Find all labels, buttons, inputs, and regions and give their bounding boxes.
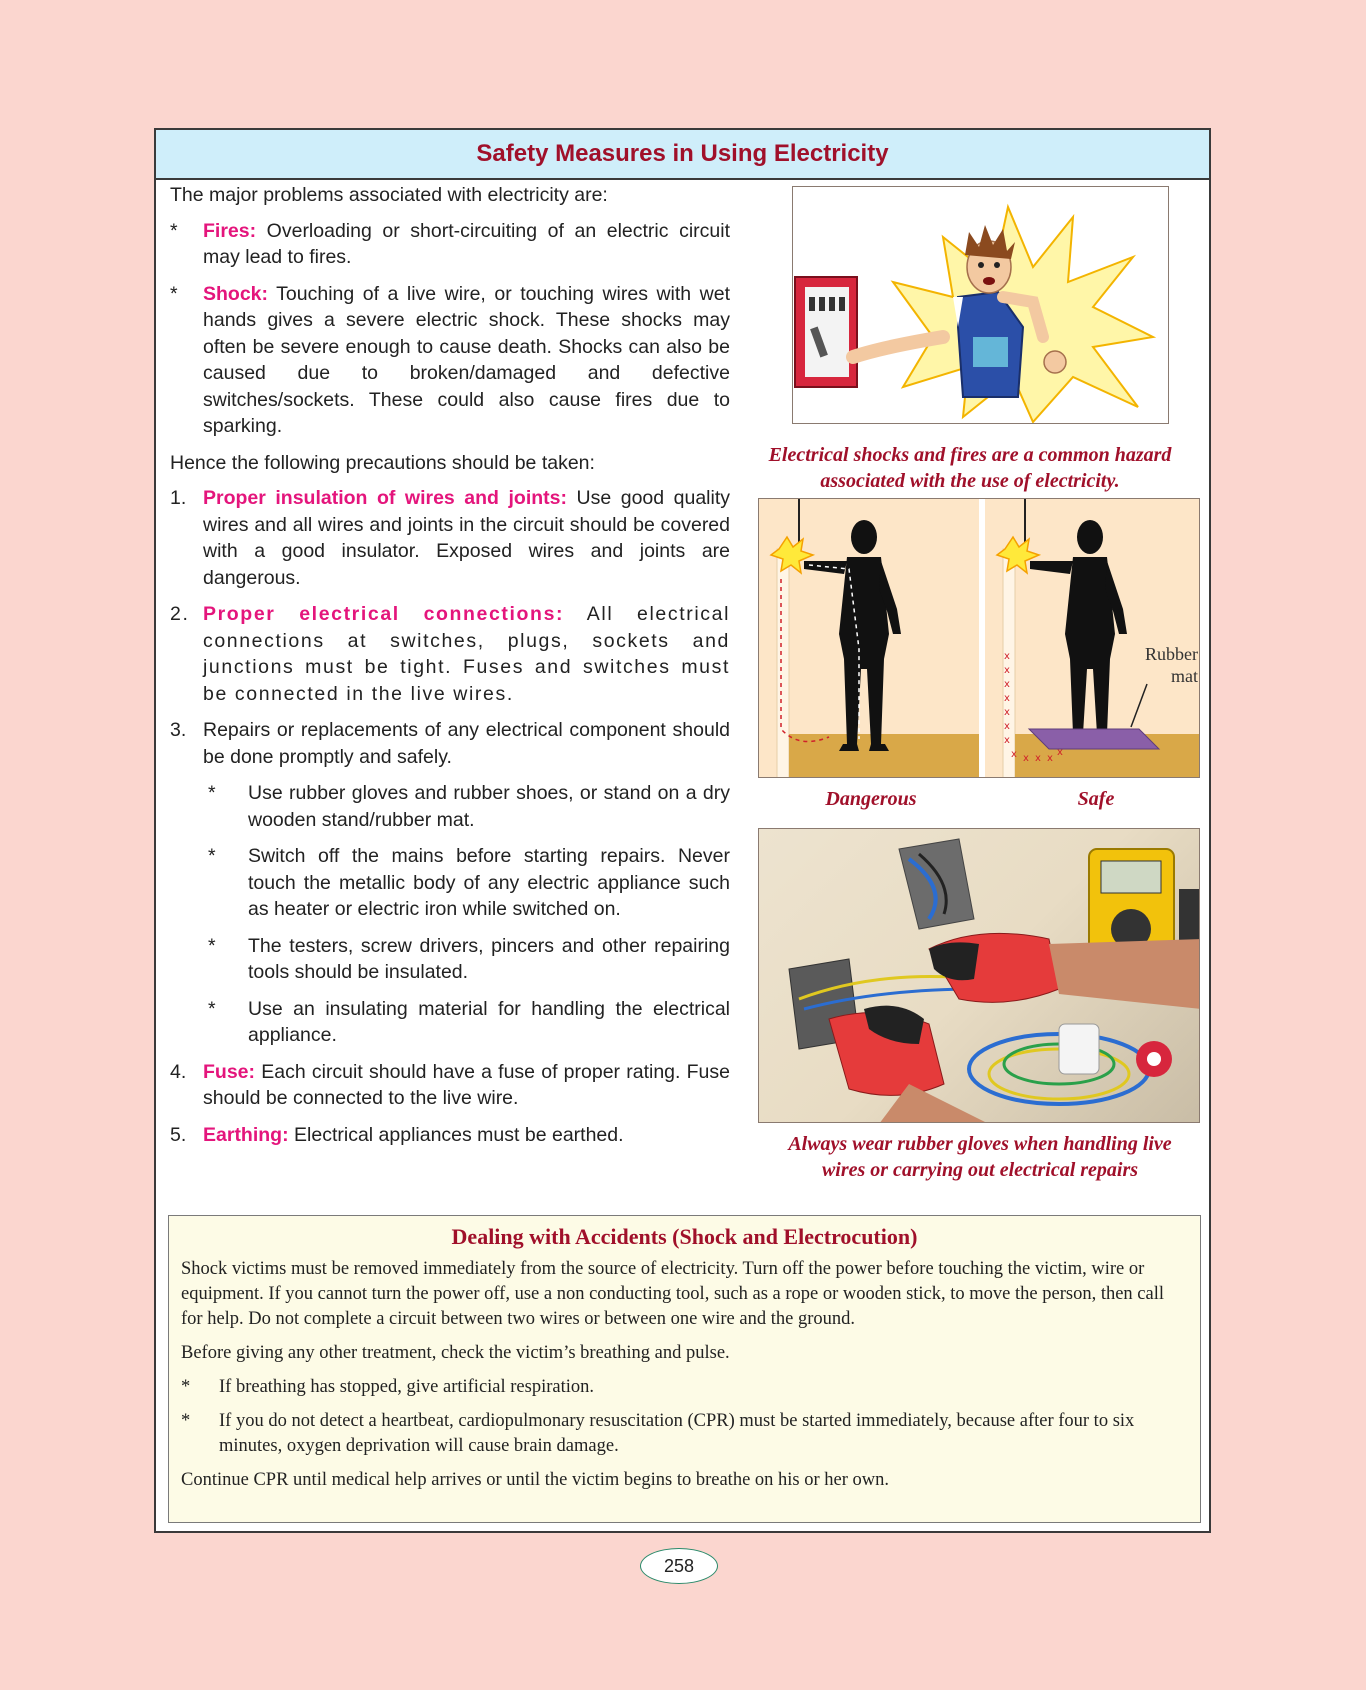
accident-paragraph: Shock victims must be removed immediately from the source of electricity. Turn off the power before touching the victim, wire or equipment. If you cannot turn the power off, use a non conducting tool, such as a rope or wooden stick, to move the person, then call for help. Do not complete a circuit between two wires or between one wire and the ground. [181,1259,1164,1329]
bullet-marker: * [208,782,216,804]
title-bar [156,130,1209,180]
intro-text: The major problems associated with electricity are: [170,184,608,206]
item-text: Repairs or replacements of any electrical component should be done promptly and safely. [203,719,730,768]
svg-text:x: x [1004,735,1010,746]
bullet-marker: * [181,1411,191,1431]
precaution-3 [170,717,730,770]
number-marker: 5. [170,1123,187,1146]
shock-caption [750,442,1190,494]
precaution-4 [170,1059,730,1112]
dangerous-label: Dangerous [825,788,917,810]
label-line: mat [1171,666,1198,686]
safe-label: Safe [1077,788,1115,810]
accident-bullet [181,1375,1188,1400]
caption-line: wires or carrying out electrical repairs [821,1159,1139,1181]
grounding-illustration [758,498,1200,778]
svg-text:x: x [1004,665,1010,676]
bullet-marker: * [208,997,216,1020]
repair-point [170,996,730,1049]
keyword: Fuse: [203,1060,256,1083]
page-title: Safety Measures in Using Electricity [476,140,889,167]
svg-text:x: x [1004,721,1010,732]
caption-line: Always wear rubber gloves when handling live [788,1133,1172,1155]
caption-line: Electrical shocks and fires are a common hazard [768,444,1172,466]
accident-paragraph: Before giving any other treatment, check the victim’s breathing and pulse. [181,1343,730,1363]
repair-point [170,843,730,923]
keyword: Proper insulation of wires and joints: [203,487,567,509]
rubber-mat-label [1118,643,1198,687]
shock-illustration [792,186,1169,424]
keyword: Fires: [203,219,257,242]
problem-fires [170,218,730,271]
item-text: Use an insulating material for handling the electrical appliance. [248,997,730,1046]
precautions-intro: Hence the following precautions should be taken: [170,451,595,474]
keyword: Shock: [203,282,269,305]
item-text: Overloading or short-circuiting of an electric circuit may lead to fires. [203,219,730,268]
precaution-1 [170,485,730,591]
bullet-marker: * [208,934,216,957]
precaution-2 [170,601,730,707]
svg-text:x: x [1035,753,1041,764]
bullet-marker: * [208,845,216,867]
item-text: Switch off the mains before starting repairs. Never touch the metallic body of any electric appliance such as heater or electric iron while switched on. [248,845,730,920]
number-marker: 3. [170,719,187,741]
page-number: 258 [640,1548,718,1584]
svg-text:x: x [1004,651,1010,662]
gloves-photo [758,828,1200,1123]
problem-shock [170,281,730,440]
item-text: Touching of a live wire, or touching wires with wet hands gives a severe electric shock. These shocks may often be severe enough to cause death. Shocks can also be caused due to broken/damaged and defective switches/sockets. These could also cause fires due to sparking. [203,282,730,437]
gloves-caption [750,1131,1210,1183]
accident-title: Dealing with Accidents (Shock and Electrocution) [451,1224,918,1249]
number-marker: 2. [170,603,190,625]
gloves-scene-svg [759,829,1200,1123]
svg-text:x: x [1057,747,1063,758]
repair-point [170,780,730,833]
svg-text:x: x [1004,693,1010,704]
svg-text:x: x [1004,707,1010,718]
accident-paragraph: Continue CPR until medical help arrives or until the victim begins to breathe on his or her own. [181,1470,890,1490]
item-text: The testers, screw drivers, pincers and other repairing tools should be insulated. [248,934,730,983]
keyword: Earthing: [203,1123,289,1146]
shock-scene-svg [793,187,1169,424]
keyword: Proper electrical connections: [203,603,565,625]
item-text: Use good quality wires and all wires and joints in the circuit should be covered with a good insulator. Exposed wires and joints are dangerous. [203,487,730,589]
svg-text:x: x [1004,679,1010,690]
item-text: Electrical appliances must be earthed. [288,1123,624,1146]
item-text: If you do not detect a heartbeat, cardiopulmonary resuscitation (CPR) must be started immediately, because after four to six minutes, oxygen deprivation will cause brain damage. [219,1411,1135,1456]
svg-text:x: x [1023,753,1029,764]
item-text: Use rubber gloves and rubber shoes, or stand on a dry wooden stand/rubber mat. [248,782,730,831]
bullet-marker: * [170,219,178,242]
grounding-scene-svg [759,499,1200,778]
accident-bullet [181,1409,1188,1459]
label-line: Rubber [1145,644,1198,664]
item-text: All electrical connections at switches, plugs, sockets and junctions must be tight. Fuses and switches must be connected in the live wires. [203,603,730,705]
number-marker: 4. [170,1060,187,1083]
bullet-marker: * [181,1377,191,1397]
item-text: Each circuit should have a fuse of proper rating. Fuse should be connected to the live wire. [203,1060,730,1109]
caption-line: associated with the use of electricity. [820,470,1120,492]
number-marker: 1. [170,487,187,509]
accident-info-box [168,1215,1201,1523]
svg-text:x: x [1011,749,1017,760]
bullet-marker: * [170,282,178,305]
content-frame [154,128,1211,1533]
precaution-5 [170,1122,730,1149]
svg-text:x: x [1047,753,1053,764]
item-text: If breathing has stopped, give artificial respiration. [219,1377,595,1397]
repair-point [170,933,730,986]
main-text [170,182,730,1158]
rubber-mat [1029,729,1159,749]
